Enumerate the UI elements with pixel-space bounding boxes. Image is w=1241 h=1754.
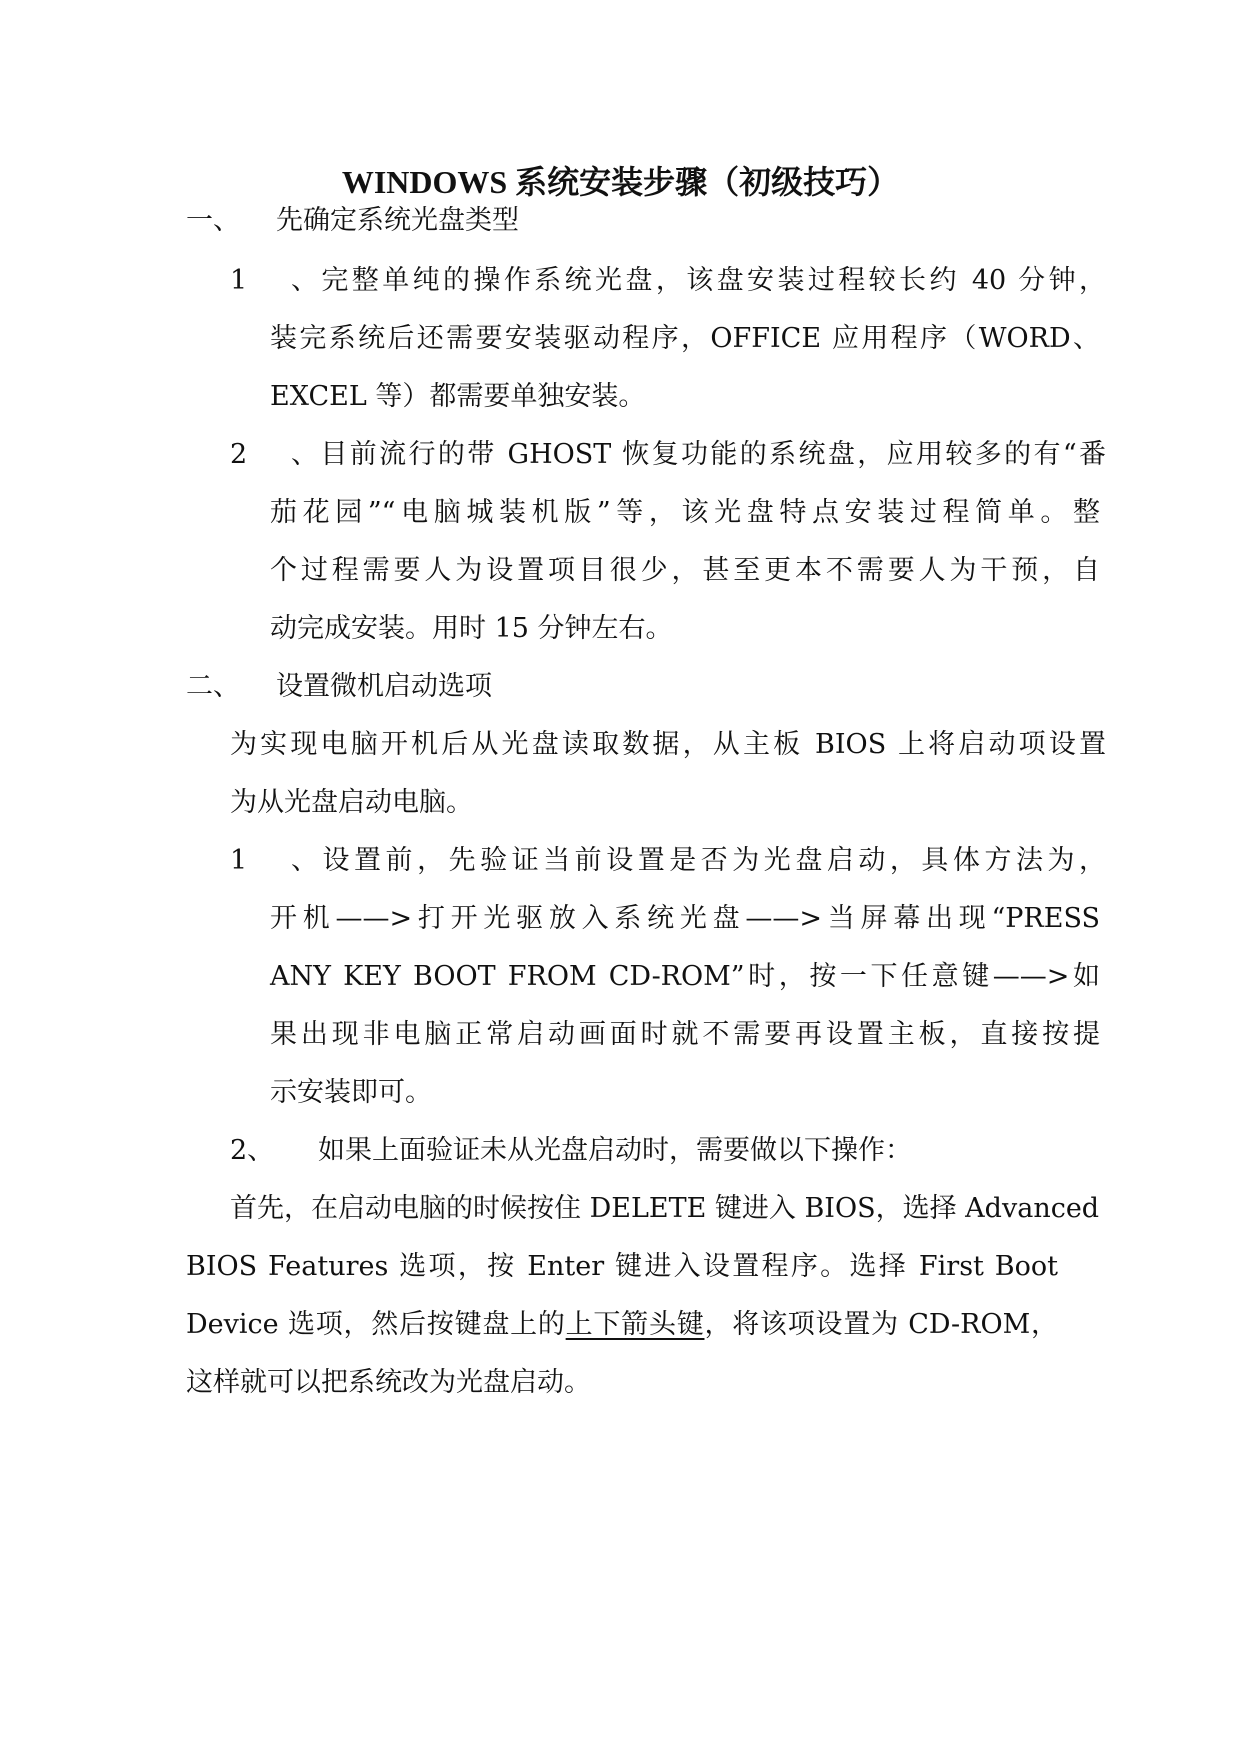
section-number: 二、 — [186, 671, 240, 702]
underlined-term: 上下箭头键 — [565, 1309, 705, 1340]
section-1-item-2-line-1 — [230, 435, 1106, 475]
paragraph-text: Device 选项，然后按键盘上的 — [186, 1309, 566, 1340]
item-text: 如果上面验证未从光盘启动时，需要做以下操作： — [318, 1135, 912, 1166]
item-number: 2、 — [230, 439, 318, 470]
section-2-paragraph-line-3 — [186, 1305, 1058, 1345]
section-2-intro-line-2: 为从光盘启动电脑。 — [230, 787, 473, 818]
section-1-item-1-line-1 — [230, 261, 1106, 301]
section-number: 一、 — [186, 205, 240, 236]
section-2-paragraph-line-2: BIOS Features 选项，按 Enter 键进入设置程序。选择 First Boot — [186, 1251, 1058, 1282]
section-1-item-1-line-2: 装完系统后还需要安装驱动程序，OFFICE 应用程序（WORD、 — [270, 323, 1100, 354]
document-title: WINDOWS 系统安装步骤（初级技巧） — [341, 164, 900, 200]
section-2-intro-line-1: 为实现电脑开机后从光盘读取数据，从主板 BIOS 上将启动项设置 — [230, 729, 1106, 760]
section-heading-text: 设置微机启动选项 — [276, 671, 492, 702]
section-heading-text: 先确定系统光盘类型 — [276, 205, 519, 236]
section-2-item-1-line-3: ANY KEY BOOT FROM CD-ROM”时，按一下任意键——>如 — [270, 961, 1100, 992]
item-text: 完整单纯的操作系统光盘，该盘安装过程较长约 40 分钟， — [318, 265, 1106, 296]
item-number: 2、 — [230, 1135, 275, 1166]
item-text: 设置前，先验证当前设置是否为光盘启动，具体方法为， — [318, 845, 1106, 876]
section-2-item-1-line-2: 开机——>打开光驱放入系统光盘——>当屏幕出现“PRESS — [270, 903, 1100, 934]
section-1-item-2-line-4: 动完成安装。用时 15 分钟左右。 — [270, 613, 673, 644]
section-2-paragraph-line-1: 首先，在启动电脑的时候按住 DELETE 键进入 BIOS，选择 Advanced — [230, 1193, 1100, 1224]
paragraph-text: ，将该项设置为 CD-ROM， — [704, 1309, 1059, 1340]
section-1-heading — [186, 201, 519, 241]
section-1-item-1-line-3: EXCEL 等）都需要单独安装。 — [270, 381, 646, 412]
section-2-item-1-line-5: 示安装即可。 — [270, 1077, 432, 1108]
section-1-item-2-line-2: 茄花园”“电脑城装机版”等，该光盘特点安装过程简单。整 — [270, 497, 1100, 528]
section-2-item-1-line-1 — [230, 841, 1106, 881]
section-1-item-2-line-3: 个过程需要人为设置项目很少，甚至更本不需要人为干预，自 — [270, 555, 1100, 586]
item-number: 1、 — [230, 845, 318, 876]
item-number: 1、 — [230, 265, 318, 296]
section-2-item-2-line-1 — [230, 1131, 912, 1171]
section-2-item-1-line-4: 果出现非电脑正常启动画面时就不需要再设置主板，直接按提 — [270, 1019, 1100, 1050]
section-2-heading — [186, 667, 492, 707]
item-text: 目前流行的带 GHOST 恢复功能的系统盘，应用较多的有“番 — [318, 439, 1106, 470]
section-2-paragraph-line-4: 这样就可以把系统改为光盘启动。 — [186, 1367, 591, 1398]
